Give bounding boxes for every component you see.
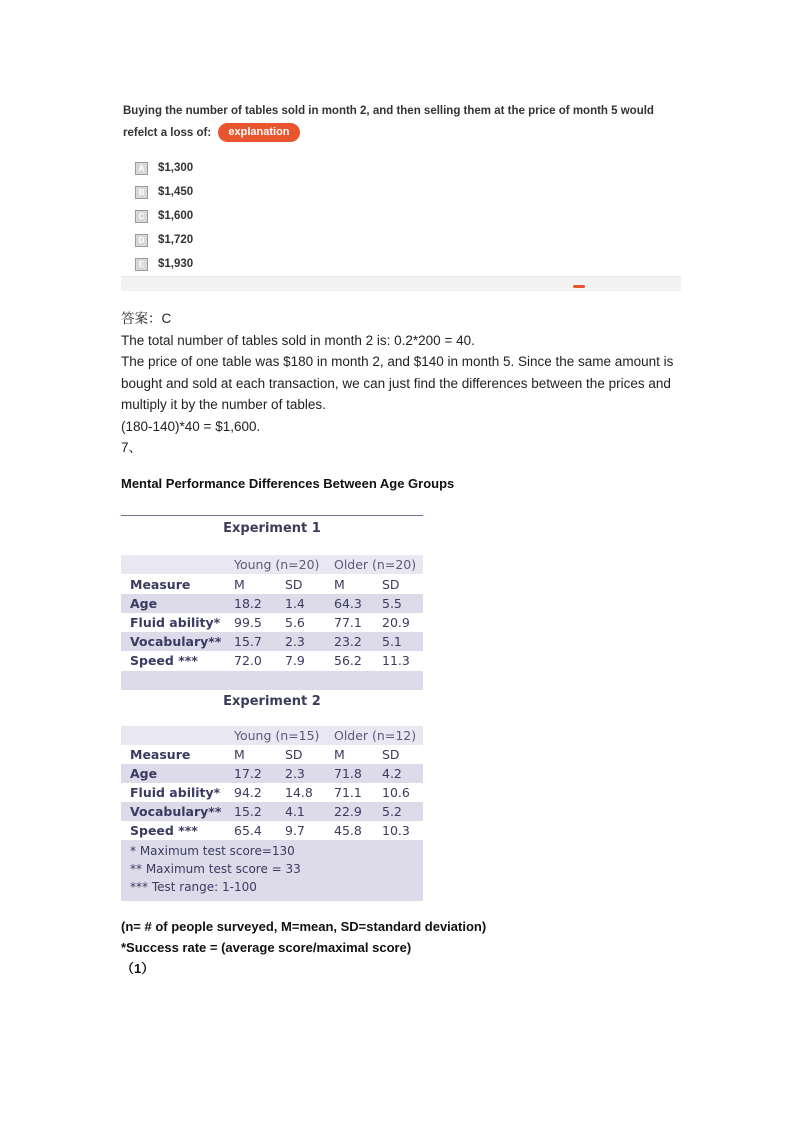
- footnote-success-rate: *Success rate = (average score/maximal score): [121, 940, 412, 955]
- question-number: 7、: [121, 440, 143, 455]
- column-header-row: Measure M SD M SD: [130, 577, 400, 592]
- answer-line: The price of one table was $180 in month 2, and $140 in month 5. Since the same amount is bought and sold at each transaction, we can just find the differences between the prices and multiply it by the number of tables.: [121, 354, 674, 412]
- table-top-rule: [121, 515, 423, 516]
- group-header-row: Young (n=15) Older (n=12): [234, 728, 417, 743]
- answer-label: 答案：C: [121, 311, 172, 326]
- table-row: Speed *** 72.0 7.9 56.2 11.3: [130, 653, 410, 668]
- table-row: Fluid ability* 99.5 5.6 77.1 20.9: [130, 615, 410, 630]
- choice-letter-icon: C: [135, 210, 148, 223]
- answer-line: The total number of tables sold in month 2 is: 0.2*200 = 40.: [121, 332, 475, 348]
- choice-letter-icon: B: [135, 186, 148, 199]
- table-row: Age 17.2 2.3 71.8 4.2: [130, 766, 402, 781]
- choice-text: $1,300: [158, 162, 194, 174]
- table-note: ** Maximum test score = 33: [130, 862, 301, 876]
- answer-explanation: [121, 308, 686, 459]
- choice-a[interactable]: [135, 156, 193, 180]
- choice-letter-icon: E: [135, 258, 148, 271]
- choice-letter-icon: D: [135, 234, 148, 247]
- experiment-1-title: Experiment 1: [223, 521, 321, 536]
- table-separator-band: [121, 671, 423, 690]
- table-row: Vocabulary** 15.7 2.3 23.2 5.1: [130, 634, 402, 649]
- table-row: Age 18.2 1.4 64.3 5.5: [130, 596, 402, 611]
- choice-letter-icon: A: [135, 162, 148, 175]
- question-text: Buying the number of tables sold in month 2, and then selling them at the price of month 5 would refelct a loss of: explanation: [123, 100, 679, 144]
- answer-choices: [135, 156, 193, 276]
- question-footer-bar: [121, 276, 681, 291]
- age-groups-table: [121, 515, 423, 901]
- explanation-button[interactable]: explanation: [218, 123, 299, 142]
- choice-c[interactable]: [135, 204, 193, 228]
- experiment-2-title: Experiment 2: [223, 694, 321, 709]
- column-header-row: Measure M SD M SD: [130, 747, 400, 762]
- table-note: * Maximum test score=130: [130, 844, 295, 858]
- table-row: Speed *** 65.4 9.7 45.8 10.3: [130, 823, 410, 838]
- table-note: *** Test range: 1-100: [130, 880, 257, 894]
- choice-text: $1,450: [158, 186, 194, 198]
- choice-text: $1,720: [158, 234, 194, 246]
- choice-d[interactable]: [135, 228, 193, 252]
- sub-question-number: （1）: [121, 961, 155, 976]
- footnotes: [121, 916, 486, 979]
- table-row: Vocabulary** 15.2 4.1 22.9 5.2: [130, 804, 402, 819]
- footnote-definitions: (n= # of people surveyed, M=mean, SD=standard deviation): [121, 919, 487, 934]
- footer-marker-icon: [573, 285, 585, 288]
- choice-b[interactable]: [135, 180, 193, 204]
- section-title: Mental Performance Differences Between Age Groups: [121, 476, 455, 491]
- choice-e[interactable]: [135, 252, 193, 276]
- group-header-row: Young (n=20) Older (n=20): [234, 557, 417, 572]
- choice-text: $1,930: [158, 258, 194, 270]
- answer-line: (180-140)*40 = $1,600.: [121, 418, 261, 434]
- question-snapshot: [121, 96, 681, 290]
- table-row: Fluid ability* 94.2 14.8 71.1 10.6: [130, 785, 410, 800]
- choice-text: $1,600: [158, 210, 194, 222]
